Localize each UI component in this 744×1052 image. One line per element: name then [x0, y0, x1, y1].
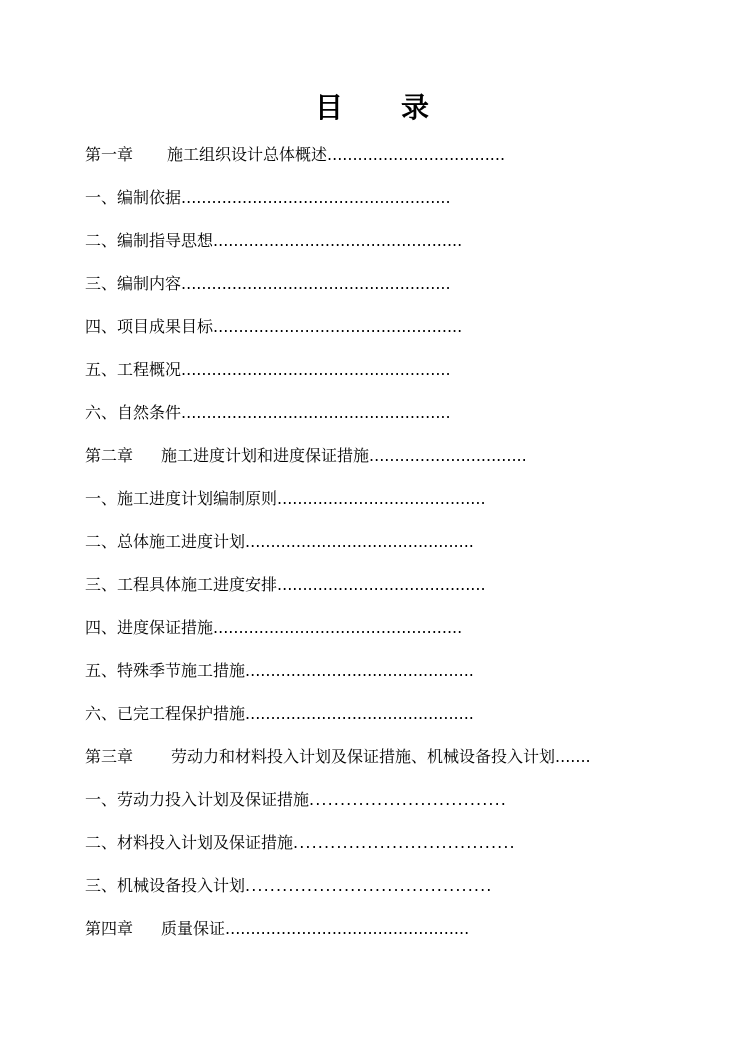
dot-leader: ....... [555, 747, 591, 766]
chapter-number: 第一章 [85, 145, 134, 164]
toc-entry[interactable] [85, 312, 705, 355]
dot-leader: ..................................................... [181, 403, 451, 422]
toc-entry-chapter-3[interactable] [85, 742, 705, 785]
toc-entry-chapter-2[interactable] [85, 441, 705, 484]
dot-leader: ..................................................... [181, 360, 451, 379]
entry-text: 三、工程具体施工进度安排 [85, 575, 278, 594]
entry-text: 二、材料投入计划及保证措施 [85, 833, 294, 852]
toc-entry[interactable] [85, 226, 705, 269]
dot-leader: ........................................ [245, 876, 493, 895]
toc-entry[interactable] [85, 828, 705, 871]
toc-entry[interactable] [85, 527, 705, 570]
dot-leader: ............................................. [245, 532, 474, 551]
toc-entry[interactable] [85, 183, 705, 226]
dot-leader: ............................... [369, 446, 527, 465]
toc-entry[interactable] [85, 613, 705, 656]
entry-text: 二、总体施工进度计划 [85, 532, 246, 551]
entry-text: 一、劳动力投入计划及保证措施 [85, 790, 310, 809]
entry-text: 五、特殊季节施工措施 [85, 661, 246, 680]
entry-text: 质量保证 [161, 919, 226, 938]
entry-text: 二、编制指导思想 [85, 231, 214, 250]
entry-text: 六、自然条件 [85, 403, 182, 422]
entry-text: 四、项目成果目标 [85, 317, 214, 336]
dot-leader: ................................................. [213, 231, 463, 250]
dot-leader: ..................................................... [181, 274, 451, 293]
toc-entry[interactable] [85, 570, 705, 613]
dot-leader: ................................................. [213, 618, 463, 637]
chapter-number: 第四章 [85, 919, 134, 938]
entry-text: 一、施工进度计划编制原则 [85, 489, 278, 508]
dot-leader: ..................................................... [181, 188, 451, 207]
toc-entry[interactable] [85, 269, 705, 312]
toc-list [85, 140, 705, 957]
dot-leader: ............................................. [245, 661, 474, 680]
dot-leader: ......................................... [277, 489, 486, 508]
toc-entry[interactable] [85, 398, 705, 441]
entry-text: 施工组织设计总体概述 [167, 145, 328, 164]
dot-leader: ................................... [327, 145, 506, 164]
dot-leader: .................................... [293, 833, 516, 852]
dot-leader: ................................ [309, 790, 507, 809]
entry-text: 劳动力和材料投入计划及保证措施、机械设备投入计划 [171, 747, 556, 766]
toc-entry[interactable] [85, 699, 705, 742]
toc-entry[interactable] [85, 484, 705, 527]
chapter-number: 第三章 [85, 747, 134, 766]
dot-leader: ................................................ [225, 919, 470, 938]
toc-title: 目录 [314, 91, 487, 124]
entry-text: 三、机械设备投入计划 [85, 876, 246, 895]
toc-entry[interactable] [85, 656, 705, 699]
dot-leader: ......................................... [277, 575, 486, 594]
entry-text: 三、编制内容 [85, 274, 182, 293]
toc-entry[interactable] [85, 871, 705, 914]
dot-leader: ................................................. [213, 317, 463, 336]
entry-text: 一、编制依据 [85, 188, 182, 207]
toc-entry-chapter-1[interactable] [85, 140, 705, 183]
chapter-number: 第二章 [85, 446, 134, 465]
toc-entry-chapter-4[interactable] [85, 914, 705, 957]
entry-text: 五、工程概况 [85, 360, 182, 379]
entry-text: 六、已完工程保护措施 [85, 704, 246, 723]
dot-leader: ............................................. [245, 704, 474, 723]
entry-text: 四、进度保证措施 [85, 618, 214, 637]
toc-entry[interactable] [85, 355, 705, 398]
toc-entry[interactable] [85, 785, 705, 828]
entry-text: 施工进度计划和进度保证措施 [161, 446, 370, 465]
